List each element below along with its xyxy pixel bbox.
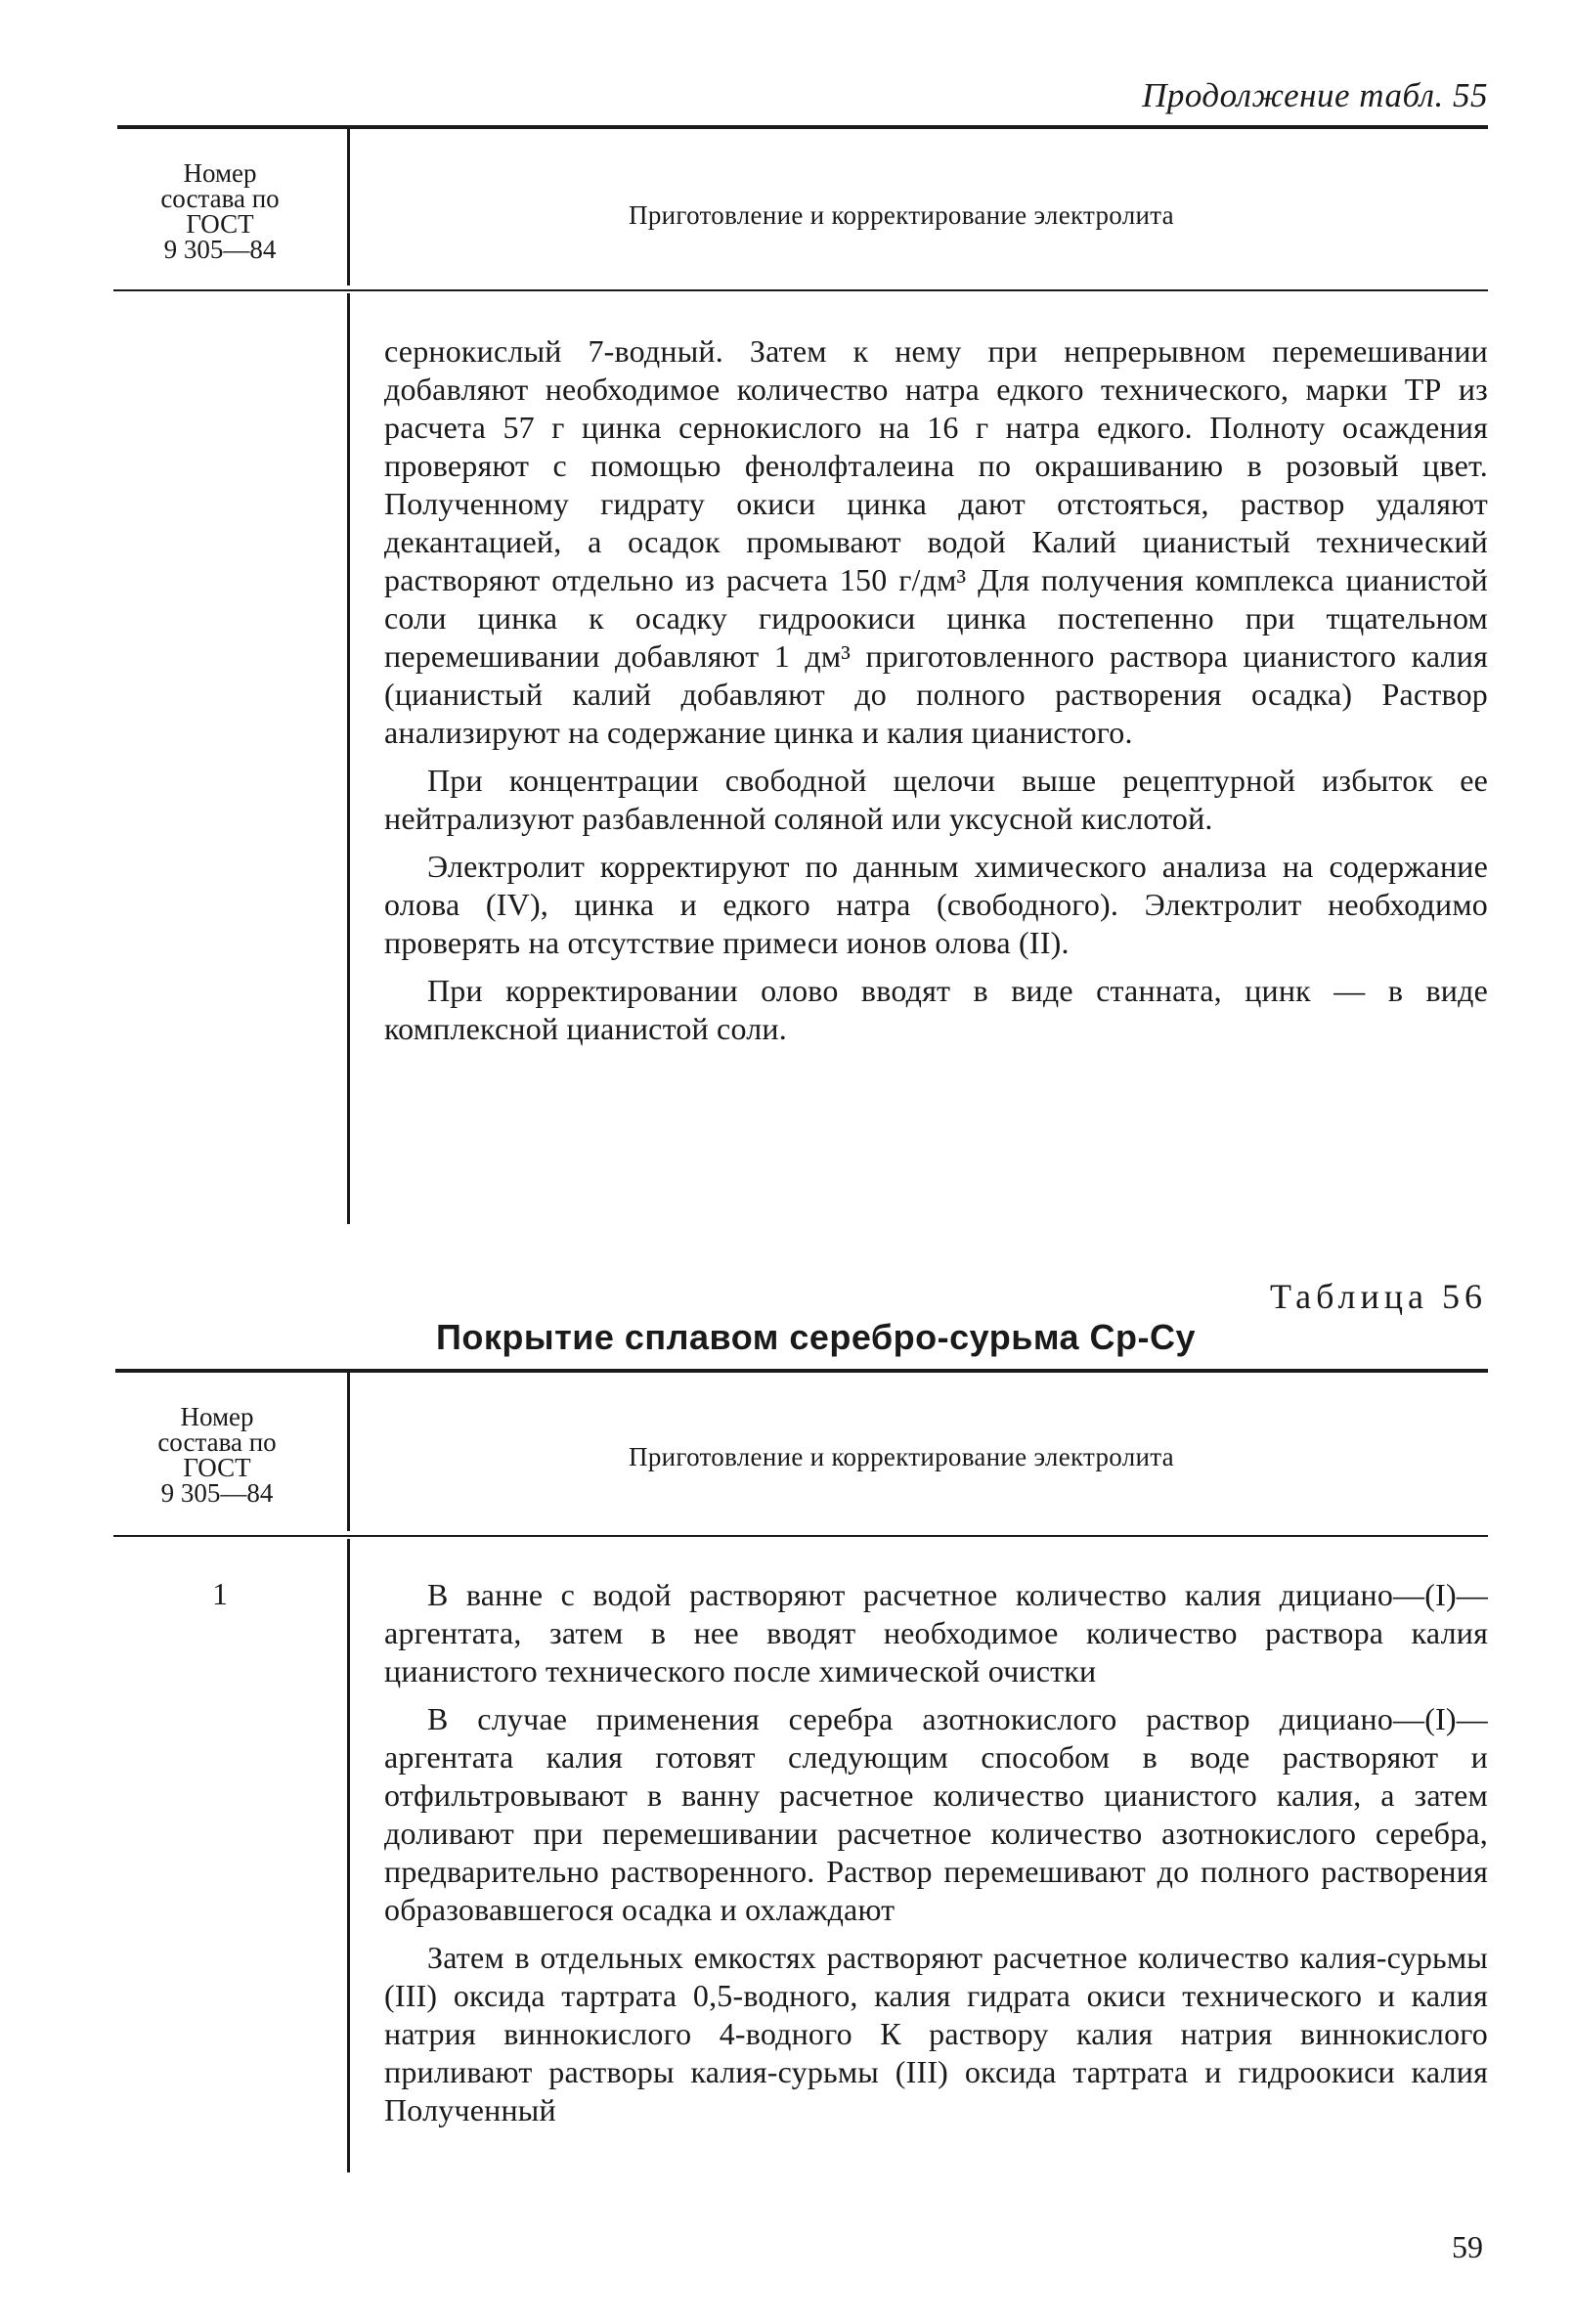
table55-top-rule (117, 125, 1488, 129)
header-line: 9 305—84 (160, 1478, 274, 1508)
header-line: Номер (183, 158, 257, 188)
paragraph: В ванне с водой растворяют расчетное количество калия дициано—(I)—аргентата, затем в нее вводят необходимое количество раствора калия цианистого технического после химической очистки (384, 1577, 1488, 1688)
table56-top-rule (115, 1369, 1488, 1373)
header-line: 9 305—84 (163, 235, 277, 264)
table55-column-divider-body (347, 293, 350, 1224)
table56-column-divider-body (347, 1539, 350, 2172)
table56-header-preparation: Приготовление и корректирование электролита (629, 1442, 1174, 1471)
header-line: состава по (157, 1427, 277, 1457)
table55-header-bottom-rule (113, 289, 1488, 291)
paragraph: При концентрации свободной щелочи выше рецептурной избыток ее нейтрализуют разбавленной соляной или уксусной кислотой. (384, 763, 1488, 836)
table55-header-preparation: Приготовление и корректирование электролита (629, 200, 1174, 230)
header-line: Номер (180, 1402, 254, 1431)
table55-body-text (384, 332, 1488, 1048)
table56-title: Покрытие сплавом серебро-сурьма Ср-Су (435, 1317, 1196, 1357)
table55-column-divider (347, 127, 350, 285)
header-line: ГОСТ (183, 1453, 251, 1482)
table56-body-text (384, 1576, 1488, 2129)
running-header: Продолжение табл. 55 (1142, 76, 1488, 114)
paragraph: Затем в отдельных емкостях растворяют расчетное количество калия-сурьмы (III) оксида тартрата 0,5-водного, калия гидрата окиси технического и калия натрия виннокислого 4-водного К раствору калия натрия виннокислого приливают растворы калия-сурьмы (III) оксида тартрата и гидроокиси калия Полученный (384, 1940, 1488, 2127)
table56-header-bottom-rule (113, 1535, 1488, 1537)
paragraph: сернокислый 7-водный. Затем к нему при непрерывном перемешивании добавляют необходимое количество натра едкого технического, марки ТР из расчета 57 г цинка сернокислого на 16 г натра едкого. Полноту осаждения проверяют с помощью фенолфталеина по окрашиванию в розовый цвет. Полученному гидрату окиси цинка дают отстояться, раствор удаляют декантацией, а осадок промывают водой Калий цианистый технический растворяют отдельно из расчета 150 г/дм³ Для получения комплекса цианистой соли цинка к осадку гидроокиси цинка постепенно при тщательном перемешивании добавляют 1 дм³ приготовленного раствора цианистого калия (цианистый калий добавляют до полного растворения осадка) Раствор анализируют на содержание цинка и калия цианистого. (384, 333, 1488, 750)
table56-column-divider (347, 1371, 350, 1531)
paragraph: В случае применения серебра азотнокислого раствор дициано—(I)—аргентата калия готовят следующим способом в воде растворяют и отфильтровывают в ванну расчетное количество цианистого калия, а затем доливают при перемешивании расчетное количество азотнокислого серебра, предварительно растворенного. Раствор перемешивают до полного растворения образовавшегося осадка и охлаждают (384, 1701, 1488, 1927)
table56-header-composition-number (114, 1404, 320, 1506)
paragraph: Электролит корректируют по данным химического анализа на содержание олова (IV), цинка и едкого натра (свободного). Электролит необходимо проверять на отсутствие примеси ионов олова (II). (384, 849, 1488, 960)
header-line: состава по (160, 184, 280, 213)
header-line: ГОСТ (186, 209, 254, 239)
page-number: 59 (1452, 2229, 1483, 2264)
table55-header-composition-number (117, 160, 323, 262)
table56-row-number: 1 (212, 1576, 228, 1611)
paragraph: При корректировании олово вводят в виде станната, цинк — в виде комплексной цианистой соли. (384, 973, 1488, 1046)
table56-label: Таблица 56 (1270, 1277, 1487, 1316)
